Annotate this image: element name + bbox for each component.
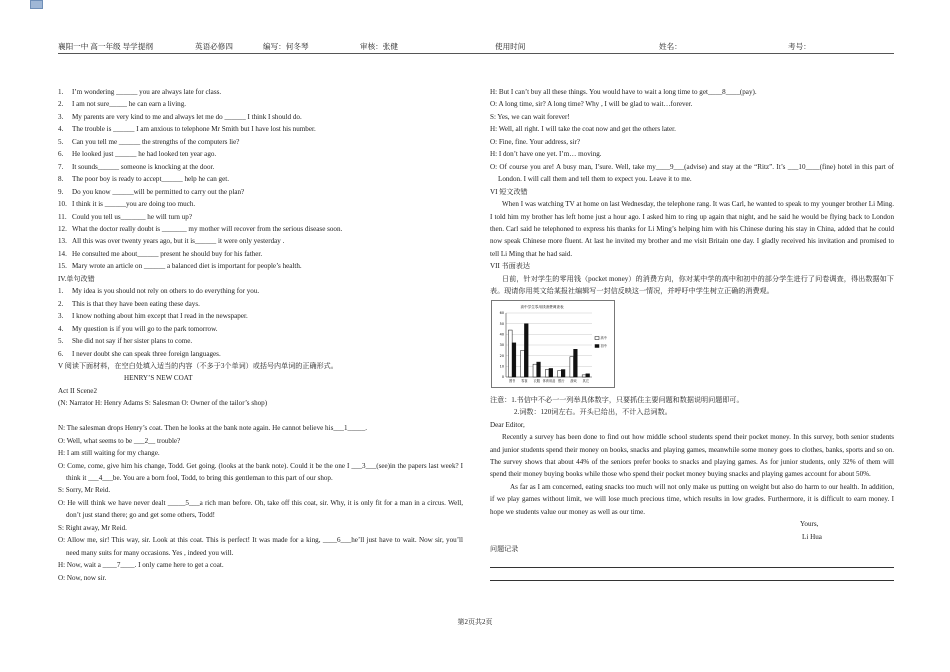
dialogue-line: O: Now, now sir. [58,573,107,582]
exercise-item [58,98,463,110]
legend-swatch [595,336,599,339]
bar-junior [524,323,528,376]
section6-text: When I was watching TV at home on last Wednesday, the telephone rang. It was Carl, he wanted to speak to my younger brother Li Ming. I told him my brother has left home just a hour ago. I asked him to ring up again that night, and he said he would be flying back to London then. Carl said he telephoned to express his thanks for Li Ming’s helping him with his Chinese during his stay in China, added that he could now speak Chinese more fluent. At last he invited my brother and me visit Britain one day. I gladly received his invitation and promised to tell Li Ming that he had said. [490,200,894,258]
record-line [490,556,894,569]
dialogue-line: H: Well, all right. I will take the coat now and get the others later. [490,125,676,134]
item-text: The trouble is ______ I am anxious to telephone Mr Smith but I have lost his number. [72,125,316,134]
exercise-item [58,348,463,360]
item-text: I’m wondering ______ you are always late for class. [72,88,222,96]
left-column [58,86,463,584]
legend-label: 高中 [600,335,607,340]
x-tick-label: 衣服 [533,378,540,383]
chart-title: 高中学生零用钱消费调查表 [520,304,564,309]
exercise-item [58,298,463,310]
exercise-item [58,248,463,260]
bar-junior [549,368,553,377]
item-number: 4. [58,125,64,134]
exercise-item [58,111,463,123]
item-text: She did not say if her sister plans to come. [72,337,193,346]
exercise-item [58,285,463,297]
bar-senior [521,350,525,377]
bar-senior [570,356,574,376]
bar-senior [533,364,537,377]
dialogue-line: O: Allow me, sir! This way, sir. Look at this coat. This is perfect! It was made for a king, ____6___he’ll just have to wait. Now sir, you’ll need many suits for many occasions. Yes , indeed you will. [58,536,463,557]
x-tick-label: 图书 [508,378,516,383]
exercise-item [58,136,463,148]
x-tick-label: 其它 [582,378,590,383]
item-text: Can you tell me ______ the strengths of the computers lie? [72,137,240,146]
item-number: 2. [58,299,64,308]
play-scene: Act II Scene2 [58,386,97,395]
dialogue-line: S: Yes, we can wait forever! [490,112,570,121]
section7-note1: 注意：1.书信中不必一一列举具体数字，只要抓住主要问题和数据说明问题即可。 [490,395,744,404]
exercise-item [58,235,463,247]
record-line [490,568,894,581]
exercise-item [58,211,463,223]
exercise-item [58,323,463,335]
item-number: 1. [58,287,64,296]
item-number: 5. [58,337,64,346]
letter-paragraph-1: Recently a survey has been done to find out how middle school students spend their pocket money. In this survey, both senior students and junior students spend their money on books, snacks and playing games, meanwhile some money goes to clothes, banks, sports and so on. The survey shows that about 44% of the seniors prefer books to snacks and playing games. As for junior students, only 32% of them will spend their money buying books while those who spend their pocket money buying snacks and playing games account for about 50%. [490,433,894,479]
item-text: What the doctor really doubt is _______ my mother will recover from the serious disease soon. [72,224,343,233]
section7-note2: 2.词数：120词左右。开头已给出，不计入总词数。 [514,408,672,417]
letter-signature: Li Hua [802,532,822,541]
x-tick-label: 银行 [558,378,565,383]
play-dialogue [58,422,463,584]
item-number: 11. [58,212,67,221]
play-title: HENRY’S NEW COAT [124,374,193,383]
item-text: IV.单句改错 [58,274,95,283]
play-cast: (N: Narrator H: Henry Adams S: Salesman O: Owner of the tailor’s shop) [58,399,268,408]
section7-intro: 日前，针对学生的零用钱（pocket money）的消费方向，你对某中学的高中和初中的部分学生进行了问卷调查，得出数据如下表。现请你用英文给某报社编辑写一封信反映这一情况，并呼吁中学生树立正确的消费观。 [490,274,894,296]
item-number: 6. [58,150,64,159]
dialogue-line: S: Right away, Mr Reid. [58,523,127,532]
item-number: 7. [58,162,64,171]
legend-label: 初中 [600,343,607,348]
x-tick-label: 体育用品 [542,378,556,383]
dialogue-line: O: He will think we have never dealt _____5___a rich man before. Oh, take off this coat, sir. Why, it is only fit for a man in a circus. Well, don’t just stand there; go and get some others, Todd! [58,498,463,520]
exercise-item [58,360,463,372]
header-name: 姓名： [659,42,682,51]
corner-mark [30,0,43,9]
play-dialogue-continued [490,86,894,186]
y-tick-label: 40 [499,332,504,337]
exercise-item [58,335,463,347]
header-reviewer: 审核：张健 [360,42,398,51]
dialogue-line: H: Now, wait a ____7____. I only came here to get a coat. [58,561,224,570]
item-text: Could you tell us_______ he will turn up? [72,212,192,221]
dialogue-line: O: Come, come, give him his change, Todd. Get going. (looks at the bank note). Could it be the one I ___3___(see)in the papers last week? I think it ___4___be. You are a born fool, Todd, to bring this gentleman to this part of our shop. [58,461,463,483]
item-text: My question is if you will go to the park tomorrow. [72,324,218,333]
header-exam-no: 考号： [788,42,811,51]
item-text: I am not sure_____ he can earn a living. [72,100,187,109]
exercise-item [58,173,463,185]
item-text: He looked just ______ he had looked ten year ago. [72,150,217,159]
item-number: 6. [58,349,64,358]
item-text: My parents are very kind to me and always let me do ______ I think I should do. [72,112,302,121]
item-number: 3. [58,112,64,121]
y-tick-label: 20 [499,353,504,358]
bar-junior [537,362,541,377]
bar-senior [558,370,562,376]
item-number: 3. [58,312,64,321]
bar-junior [586,374,590,377]
item-text: My idea is you should not rely on others to do everything for you. [72,287,260,296]
x-tick-label: 零食 [521,378,528,383]
dialogue-line: O: Fine, fine. Your address, sir? [490,137,581,146]
dialogue-line: O: Of course you are! A busy man, I’sure. Well, take my____9___(advise) and stay at the “Ritz”. It’s ___10____(fine) hotel in this part of London. I will call them and tell them to expect you. Leave it to me. [490,162,894,184]
item-text: V 阅读下面材料，在空白处填入适当的内容（不多于3个单词）或括号内单词的正确形式。 [58,361,338,370]
record-label: 问题记录 [490,545,519,554]
dialogue-line: H: But I can’t buy all these things. You would have to wait a long time to get____8____(pay). [490,88,757,96]
item-number: 14. [58,249,67,258]
item-number: 5. [58,137,64,146]
item-text: I think it is ______you are doing too much. [72,200,196,209]
exercise-item [58,260,463,272]
item-number: 15. [58,262,67,271]
exercise-item [58,198,463,210]
item-number: 1. [58,88,64,96]
letter-salutation: Dear Editor, [490,420,525,429]
dialogue-line: S: Sorry, Mr Reid. [58,486,111,495]
bar-senior [508,330,512,377]
header-editor: 编写：何冬琴 [263,42,309,51]
bar-junior [561,369,565,376]
exercise-item [58,161,463,173]
section6-heading: VI 短文改错 [490,187,528,196]
right-column [490,86,894,581]
bar-senior [545,369,549,376]
dialogue-line: H: I am still waiting for my change. [58,449,160,458]
item-text: Do you know ______will be permitted to carry out the plan? [72,187,245,196]
dialogue-line: N: The salesman drops Henry’s coat. Then he looks at the bank note again. He cannot believe his___1_____. [58,424,368,433]
letter-paragraph-2: As far as I am concerned, eating snacks too much will not only make us putting on weight but also do harm to our health. In addition, if we play games without limit, we will lose much precious time, which results in low grades. Furthermore, it is difficult to earn money. I hope we students value our money as well as our time. [490,482,894,516]
dialogue-line: O: A long time, sir? A long time? Why , I will be glad to wait…forever. [490,100,693,109]
spending-chart [491,300,615,388]
dialogue-line: O: Well, what seems to be ___2__ trouble? [58,436,181,445]
dialogue-line: H: I don’t have one yet. I’m… moving. [490,150,602,159]
item-number: 9. [58,187,64,196]
bar-senior [582,375,586,377]
section7-heading: VII 书面表达 [490,262,530,271]
exercise-item [58,123,463,135]
item-text: I know nothing about him except that I read in the newspaper. [72,312,248,321]
item-number: 13. [58,237,67,246]
item-number: 10. [58,200,67,209]
page-footer: 第2页共2页 [457,618,493,626]
item-number: 8. [58,175,64,184]
letter-closing: Yours, [800,520,819,529]
item-text: He consulted me about______ present he should buy for his father. [72,249,263,258]
y-tick-label: 10 [499,364,504,369]
item-text: All this was over twenty years ago, but it is______ it were only yesterday . [72,237,285,246]
y-tick-label: 0 [501,374,504,379]
item-text: The poor boy is ready to accept______ help he can get. [72,175,229,184]
exercise-item [58,223,463,235]
page-header [58,41,894,54]
header-use-time: 使用时间 [495,42,526,51]
bar-junior [574,349,578,377]
y-tick-label: 30 [499,342,504,347]
header-school: 襄阳一中 高一年级 导学提纲 [58,42,153,51]
legend-swatch [595,344,599,347]
header-course: 英语必修四 [195,42,233,51]
item-text: Mary wrote an article on ______ a balanced diet is important for people’s health. [72,262,302,271]
item-text: It sounds______ someone is knocking at the door. [72,162,215,171]
item-number: 2. [58,100,64,109]
exercise-item [58,148,463,160]
y-tick-label: 60 [499,310,504,315]
exercise-item [58,186,463,198]
exercise-item [58,273,463,285]
y-tick-label: 50 [499,321,504,326]
exercise-item [58,310,463,322]
x-tick-label: 游戏 [570,378,577,383]
item-number: 12. [58,224,67,233]
bar-junior [512,343,516,377]
item-number: 4. [58,324,64,333]
item-text: I never doubt she can speak three foreign languages. [72,349,221,358]
item-text: This is that they have been eating these days. [72,299,200,308]
exercise-list [58,86,463,372]
exercise-item [58,86,463,98]
